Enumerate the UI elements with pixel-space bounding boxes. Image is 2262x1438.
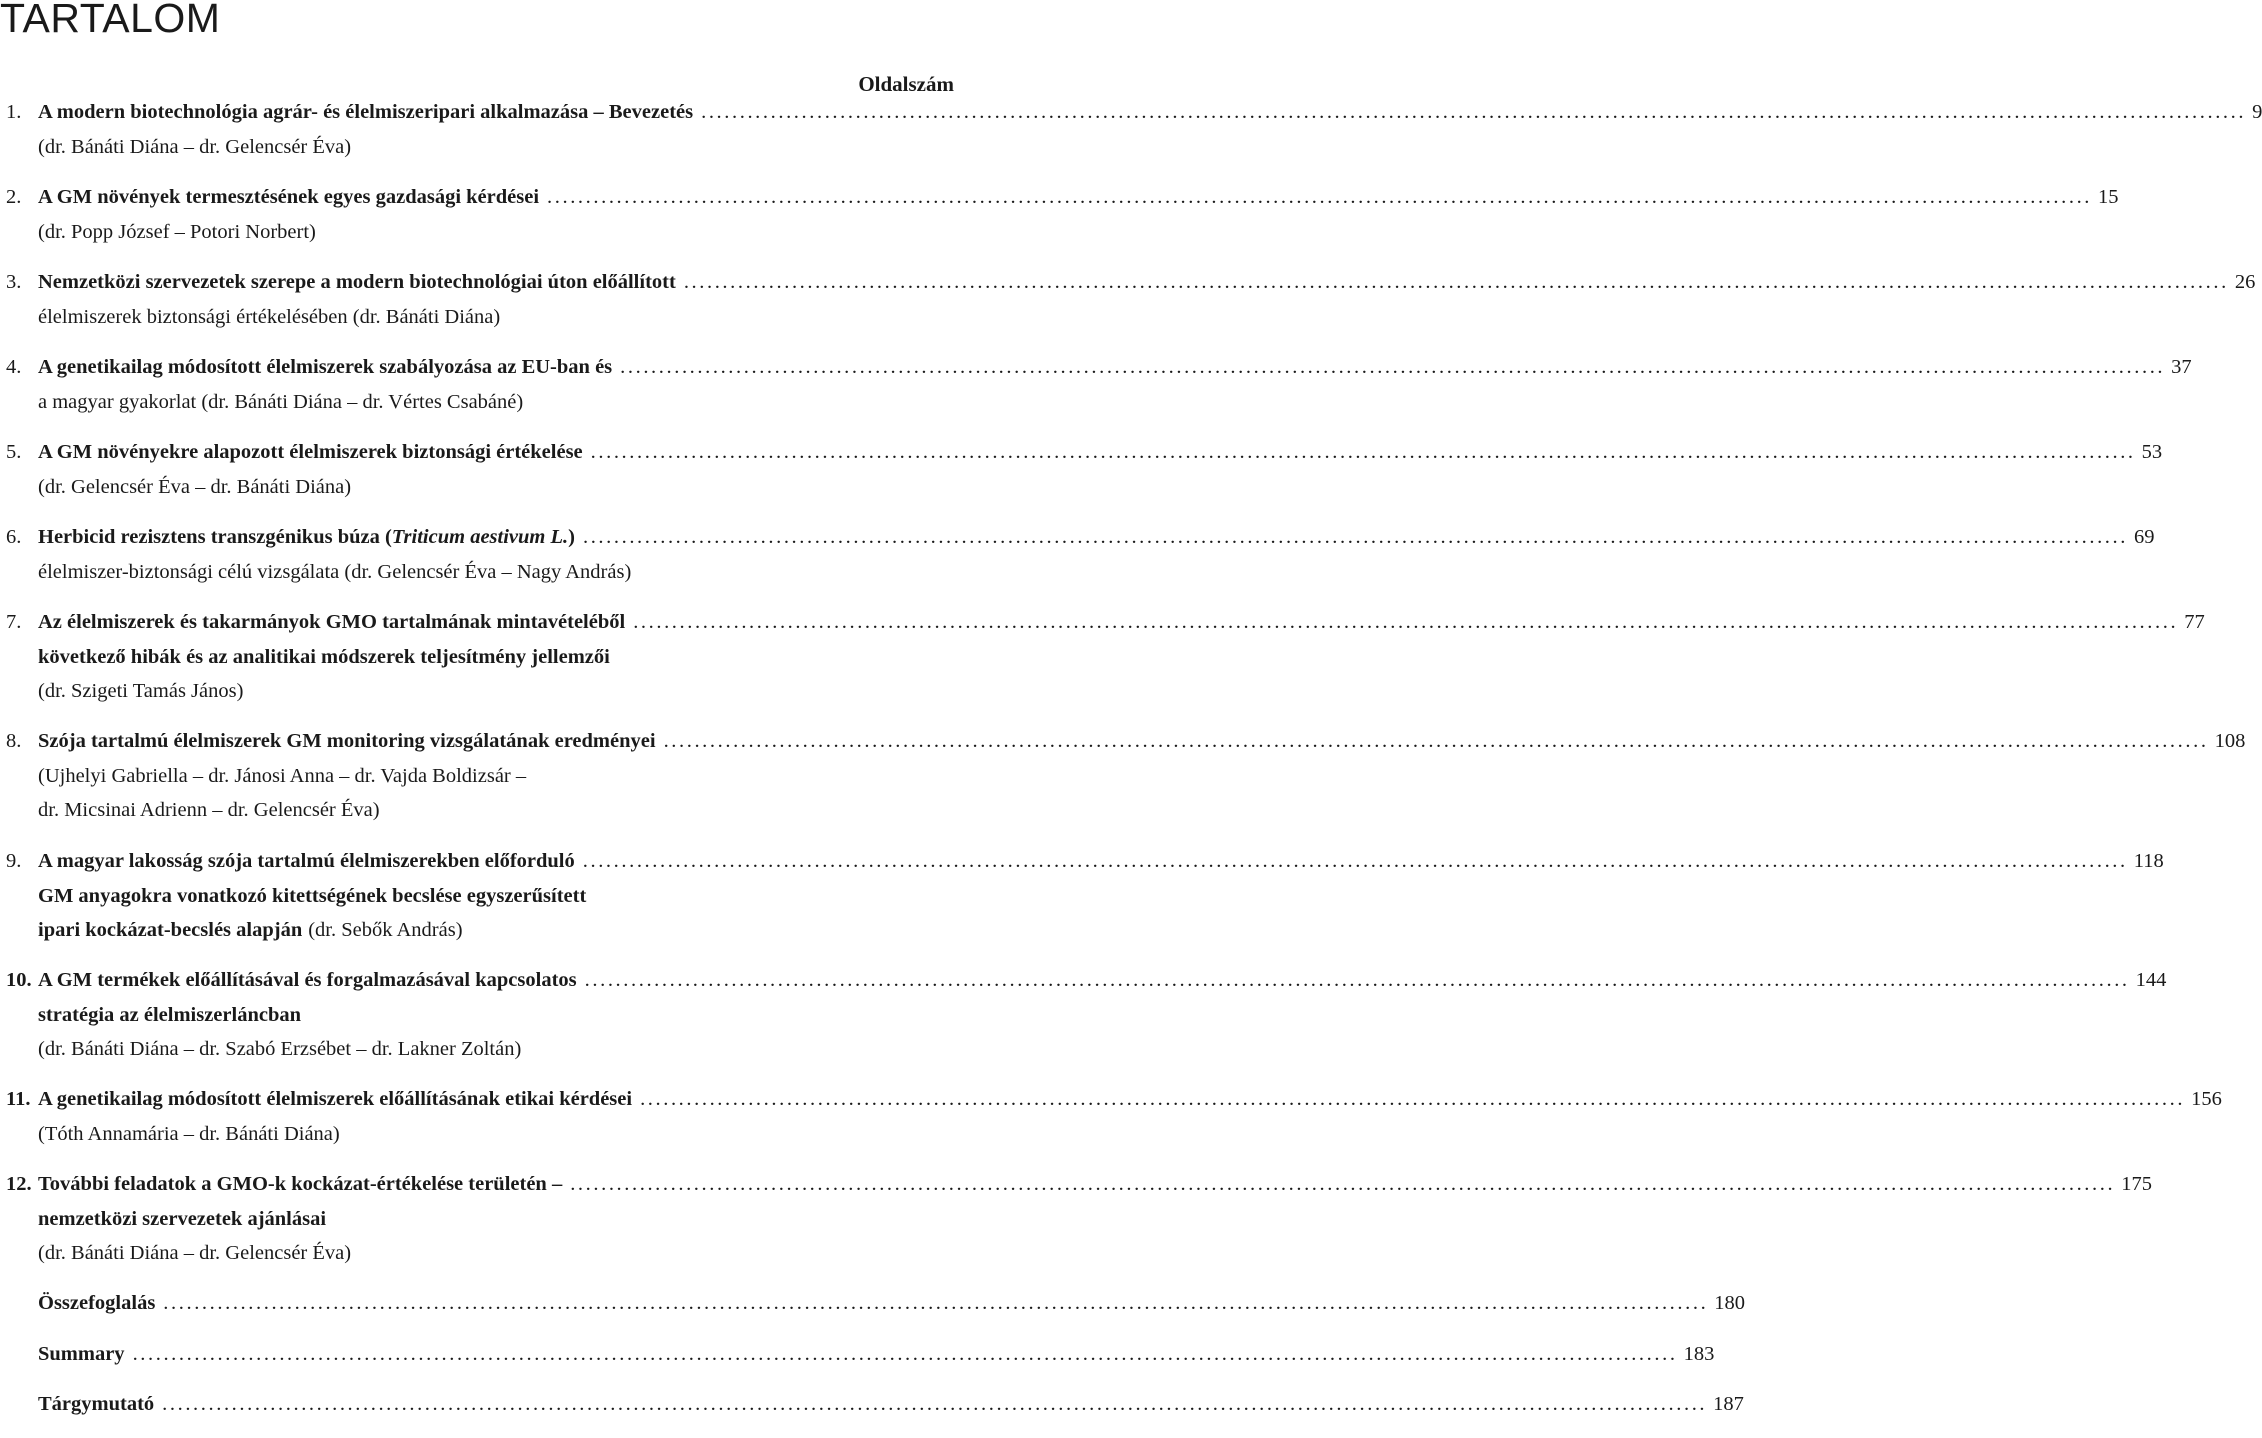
toc-page-number: 118 bbox=[2133, 850, 2164, 872]
toc-entry-title: GM anyagokra vonatkozó kitettségének becslése egyszerűsített bbox=[38, 884, 587, 907]
toc-entry-authors: (dr. Bánáti Diána – dr. Gelencsér Éva) bbox=[38, 1242, 352, 1264]
toc-entry-line bbox=[0, 1117, 904, 1152]
toc-entry[interactable] bbox=[0, 1387, 1744, 1422]
toc-entry-title: A genetikailag módosított élelmiszerek előállításának etikai kérdései bbox=[38, 1088, 633, 1110]
toc-entry-line bbox=[0, 1082, 2222, 1117]
toc-entry-authors: (dr. Sebők András) bbox=[308, 919, 463, 941]
toc-entry-number: 11. bbox=[6, 1088, 31, 1110]
toc-entry-title: A magyar lakosság szója tartalmú élelmiszerekben előforduló bbox=[38, 850, 575, 872]
toc-entry-line bbox=[0, 963, 2167, 998]
toc-page-number: 156 bbox=[2191, 1088, 2222, 1110]
toc-page-number: 53 bbox=[2141, 441, 2163, 463]
toc-entry-title: ipari kockázat-becslés alapján bbox=[38, 919, 303, 941]
toc-leader-dots: ........................................................................................................................................................................................................ bbox=[547, 186, 2093, 208]
toc-page-number: 69 bbox=[2133, 526, 2155, 548]
toc-entry-number: 7. bbox=[6, 611, 22, 633]
toc-entry-line bbox=[0, 130, 904, 165]
toc-entry-line bbox=[0, 1167, 2152, 1202]
toc-entry-line bbox=[0, 350, 2192, 385]
toc-entry-title: Az élelmiszerek és takarmányok GMO tartalmának mintavételéből bbox=[38, 611, 626, 633]
toc-entry-authors: (Ujhelyi Gabriella – dr. Jánosi Anna – dr. Vajda Boldizsár – bbox=[38, 764, 527, 787]
toc-entry[interactable] bbox=[0, 1337, 1715, 1372]
toc-entry-line bbox=[0, 265, 2256, 300]
toc-leader-dots: ........................................................................................................................................................................................................ bbox=[633, 611, 2179, 633]
toc-page-number: 175 bbox=[2121, 1173, 2152, 1195]
toc-leader-dots: ........................................................................................................................................................................................................ bbox=[663, 730, 2209, 752]
toc-entry-authors: a magyar gyakorlat (dr. Bánáti Diána – dr. Vértes Csabáné) bbox=[38, 390, 524, 413]
toc-leader-dots: ........................................................................................................................................................................................................ bbox=[590, 441, 2136, 463]
toc-leader-dots: ........................................................................................................................................................................................................ bbox=[683, 271, 2229, 293]
toc-entry-line bbox=[0, 1032, 904, 1067]
toc-leader-dots: ........................................................................................................................................................................................................ bbox=[582, 850, 2128, 872]
toc-entry-line bbox=[0, 470, 904, 505]
toc-entry-number: 10. bbox=[6, 969, 32, 991]
toc-entry-line bbox=[0, 640, 904, 675]
toc-entry-title: Herbicid rezisztens transzgénikus búza ( bbox=[38, 526, 392, 548]
toc-entry-authors: élelmiszer-biztonsági célú vizsgálata (dr. Gelencsér Éva – Nagy András) bbox=[38, 560, 632, 583]
toc-entry-number: 3. bbox=[6, 271, 22, 293]
toc-entry-number: 1. bbox=[6, 101, 22, 123]
toc-page-number: 187 bbox=[1713, 1393, 1744, 1415]
toc-entry-title: stratégia az élelmiszerláncban bbox=[38, 1003, 302, 1026]
toc-entry-line bbox=[0, 1387, 1744, 1422]
page-title: TARTALOM bbox=[0, 0, 221, 41]
toc-entry[interactable] bbox=[0, 435, 2163, 504]
toc-leader-dots: ........................................................................................................................................................................................................ bbox=[584, 969, 2130, 991]
toc-entry-line bbox=[0, 998, 904, 1033]
toc-entry-line bbox=[0, 844, 2164, 879]
toc-entry[interactable] bbox=[0, 350, 2192, 419]
toc-page-number: 9 bbox=[2252, 101, 2262, 123]
toc-entry[interactable] bbox=[0, 180, 2119, 249]
toc-entry-authors: (dr. Gelencsér Éva – dr. Bánáti Diána) bbox=[38, 475, 352, 498]
toc-page-number: 108 bbox=[2214, 730, 2246, 752]
toc-entry-line bbox=[0, 520, 2155, 555]
toc-page-number: 183 bbox=[1683, 1343, 1715, 1365]
toc-entry-line bbox=[0, 180, 2119, 215]
toc-entry-title: A GM növények termesztésének egyes gazdasági kérdései bbox=[38, 186, 540, 208]
toc-entry-title: Nemzetközi szervezetek szerepe a modern biotechnológiai úton előállított bbox=[38, 271, 676, 293]
toc-entry-authors: (dr. Bánáti Diána – dr. Szabó Erzsébet – dr. Lakner Zoltán) bbox=[38, 1038, 522, 1060]
toc-page-number: 144 bbox=[2135, 969, 2167, 991]
toc-entry-title: következő hibák és az analitikai módszerek teljesítmény jellemzői bbox=[38, 645, 610, 668]
toc-entry-title: Summary bbox=[38, 1343, 125, 1365]
toc-entry-line bbox=[0, 793, 904, 828]
toc-entry-title: A modern biotechnológia agrár- és élelmiszeripari alkalmazása – Bevezetés bbox=[38, 101, 694, 123]
toc-entry-line bbox=[0, 759, 904, 794]
toc-entry[interactable] bbox=[0, 605, 2205, 709]
toc-page-number: 15 bbox=[2098, 186, 2119, 208]
toc-entry-line bbox=[0, 555, 904, 590]
toc-page-number: 180 bbox=[1714, 1292, 1746, 1314]
toc-entry-line bbox=[0, 1202, 904, 1237]
toc-entry-number: 9. bbox=[6, 850, 22, 872]
toc-entry[interactable] bbox=[0, 1082, 2222, 1151]
toc-entry-authors: (dr. Bánáti Diána – dr. Gelencsér Éva) bbox=[38, 135, 352, 158]
toc-entry-title: További feladatok a GMO-k kockázat-értékelése területén – bbox=[38, 1173, 563, 1195]
toc-entry[interactable] bbox=[0, 844, 2164, 948]
toc-leader-dots: ........................................................................................................................................................................................................ bbox=[570, 1173, 2116, 1195]
toc-entry-authors: (dr. Szigeti Tamás János) bbox=[38, 680, 244, 702]
toc-entry-line bbox=[0, 913, 904, 948]
toc-entry-line bbox=[0, 605, 2205, 640]
toc-entry-line bbox=[0, 1236, 904, 1271]
toc-entry-line bbox=[0, 385, 904, 420]
toc-entry-title: Tárgymutató bbox=[38, 1393, 155, 1415]
toc-entry-title: A GM növényekre alapozott élelmiszerek biztonsági értékelése bbox=[38, 441, 583, 463]
toc-entry-line bbox=[0, 435, 2163, 470]
toc-entry-authors: (Tóth Annamária – dr. Bánáti Diána) bbox=[38, 1122, 340, 1145]
toc-entry-line bbox=[0, 1286, 1746, 1321]
toc-page-number: 37 bbox=[2171, 356, 2192, 378]
toc-entry-line bbox=[0, 215, 904, 250]
toc-leader-dots: ........................................................................................................................................................................................................ bbox=[162, 1393, 1708, 1415]
toc-entry-line bbox=[0, 724, 2246, 759]
toc-leader-dots: ........................................................................................................................................................................................................ bbox=[132, 1343, 1678, 1365]
toc-entry-title: Szója tartalmú élelmiszerek GM monitoring vizsgálatának eredményei bbox=[38, 730, 656, 752]
toc-entry-number: 8. bbox=[6, 730, 22, 752]
toc-entry-line bbox=[0, 1337, 1715, 1372]
toc-entry-number: 5. bbox=[6, 441, 22, 463]
toc-page-number: 26 bbox=[2234, 271, 2256, 293]
toc-leader-dots: ........................................................................................................................................................................................................ bbox=[701, 101, 2247, 123]
toc-entry-number: 4. bbox=[6, 356, 22, 378]
toc-entry-number: 12. bbox=[6, 1173, 32, 1195]
toc-entry[interactable] bbox=[0, 724, 2246, 828]
toc-leader-dots: ........................................................................................................................................................................................................ bbox=[640, 1088, 2186, 1110]
page-number-column-header: Oldalszám bbox=[858, 72, 954, 96]
toc-leader-dots: ........................................................................................................................................................................................................ bbox=[163, 1292, 1709, 1314]
toc-entry-title: Összefoglalás bbox=[38, 1292, 156, 1314]
toc-entry-authors: (dr. Popp József – Potori Norbert) bbox=[38, 220, 316, 243]
toc-entry-line bbox=[0, 674, 904, 709]
toc-entry[interactable] bbox=[0, 963, 2167, 1067]
toc-entry-line bbox=[0, 95, 2262, 130]
toc-page-number: 77 bbox=[2184, 611, 2205, 633]
toc-entry[interactable] bbox=[0, 95, 2262, 164]
toc-entry[interactable] bbox=[0, 265, 2256, 334]
toc-leader-dots: ........................................................................................................................................................................................................ bbox=[620, 356, 2166, 378]
toc-entry-authors: dr. Micsinai Adrienn – dr. Gelencsér Éva) bbox=[38, 799, 380, 821]
toc-entry-title-end: ) bbox=[568, 526, 575, 548]
toc-entry-number: 2. bbox=[6, 186, 22, 208]
toc-entry[interactable] bbox=[0, 1167, 2152, 1271]
toc-entry-title: A genetikailag módosított élelmiszerek szabályozása az EU-ban és bbox=[38, 356, 613, 378]
toc-entry-title-italic: Triticum aestivum L. bbox=[391, 526, 569, 548]
toc-entry-title: A GM termékek előállításával és forgalmazásával kapcsolatos bbox=[38, 969, 577, 991]
toc-entry[interactable] bbox=[0, 1286, 1746, 1321]
toc-entry-line bbox=[0, 300, 904, 335]
toc-entry-line bbox=[0, 879, 904, 914]
toc-leader-dots: ........................................................................................................................................................................................................ bbox=[582, 526, 2128, 548]
toc-entry[interactable] bbox=[0, 520, 2155, 589]
toc-entry-number: 6. bbox=[6, 526, 22, 548]
toc-entry-title: nemzetközi szervezetek ajánlásai bbox=[38, 1207, 327, 1230]
toc-entry-authors: élelmiszerek biztonsági értékelésében (dr. Bánáti Diána) bbox=[38, 305, 501, 328]
